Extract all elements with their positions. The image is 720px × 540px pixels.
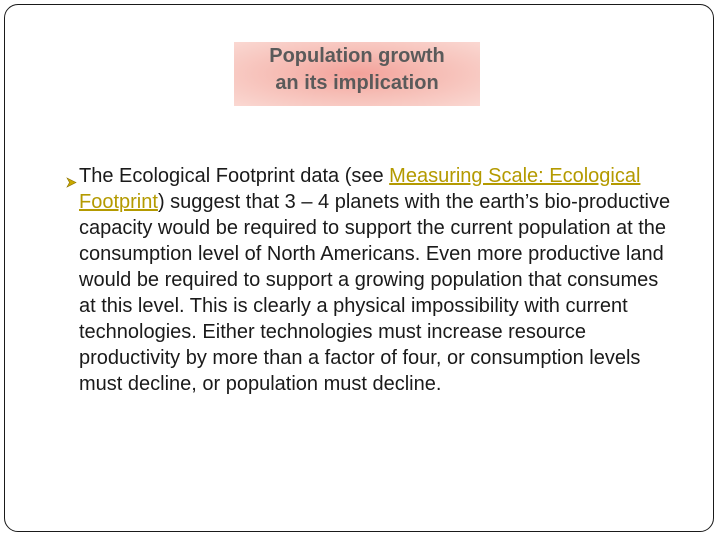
slide-title: [234, 42, 480, 97]
body-text-block: [57, 163, 677, 397]
paragraph-text-part1: The Ecological Footprint data (see: [79, 165, 390, 187]
bullet-paragraph: [57, 163, 677, 397]
bullet-arrow-icon: [66, 169, 77, 180]
title-line-1: Population growth: [269, 45, 445, 67]
paragraph-text-part2: ) suggest that 3 – 4 planets with the earth’s bio-productive capacity would be required to support the current population at the consumption level of North Americans. Even more productive land would be required to support a growing population that consumes at this level. This is clearly a physical impossibility with current technologies. Either technologies must increase resource productivity by more than a factor of four, or consumption levels must decline, or population must decline.: [79, 191, 671, 395]
title-box: [234, 42, 480, 106]
slide-frame: [4, 4, 714, 532]
title-line-2: an its implication: [275, 72, 439, 94]
measuring-scale-link[interactable]: Measuring Scale: Ecological Footprint: [79, 165, 641, 213]
